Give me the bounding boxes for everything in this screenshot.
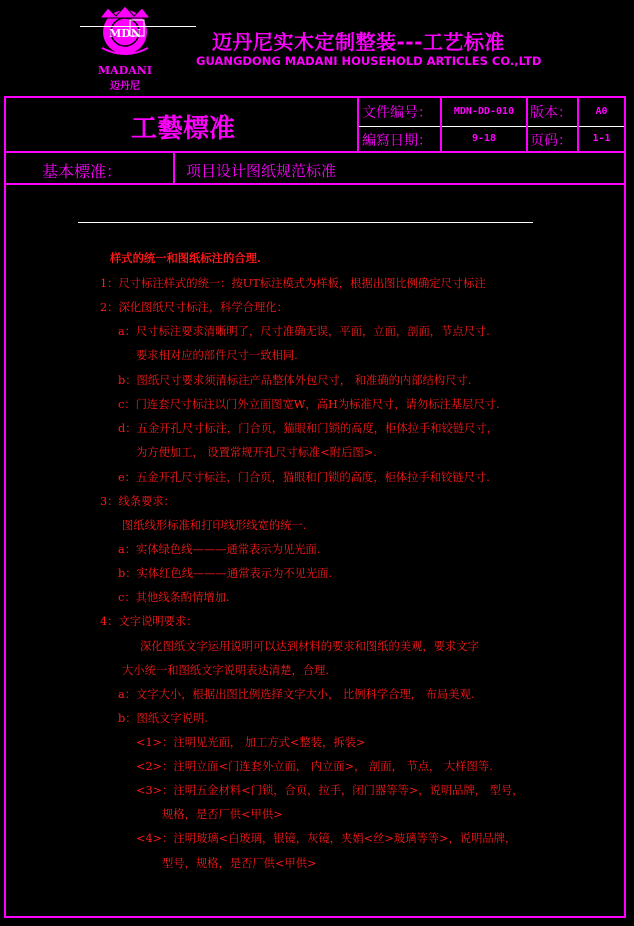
body-line: a：实体绿色线———通常表示为见光面. xyxy=(118,543,321,556)
company-name-cn: 迈丹尼实木定制整装---工艺标准 xyxy=(212,30,505,54)
divider-standard xyxy=(173,152,175,184)
brand-name-cn: 迈丹尼 xyxy=(110,81,140,92)
date-value: 9-18 xyxy=(471,133,497,144)
body-line: b：图纸文字说明. xyxy=(118,712,208,725)
page-label: 页码： xyxy=(530,133,572,149)
version-label: 版本： xyxy=(530,105,572,121)
body-line: 1：尺寸标注样式的统一：按UT标注模式为样板，根据出图比例确定尺寸标注 xyxy=(100,277,486,290)
body-line: 2：深化图纸尺寸标注，科学合理化： xyxy=(100,301,288,314)
file-no-label: 文件编号： xyxy=(362,105,432,121)
body-line: 3：线条要求： xyxy=(100,495,175,508)
file-no-value: MDN-DD-010 xyxy=(453,106,515,117)
body-line: <3>：注明五金材料<门锁，合页，拉手，闭门器等等>，说明品牌， 型号， xyxy=(136,784,524,797)
body-line: 为方便加工， 设置常规开孔尺寸标准<附后图>. xyxy=(136,446,377,459)
logo-mark: MDN xyxy=(109,27,141,40)
divider-header xyxy=(6,183,624,185)
body-line: 图纸线形标准和打印线形线宽的统一. xyxy=(122,519,307,532)
divider-info xyxy=(6,151,624,153)
body-line: 大小统一和图纸文字说明表达清楚，合理. xyxy=(122,664,329,677)
brand-name-en: MADANI xyxy=(98,64,152,77)
body-line: 规格，是否厂供<甲供> xyxy=(162,808,283,821)
body-line: c：门连套尺寸标注以门外立面图宽W，高H为标准尺寸，请勿标注基层尺寸. xyxy=(118,398,500,411)
body-line: 样式的统一和图纸标注的合理. xyxy=(110,251,261,265)
body-line: 深化图纸文字运用说明可以达到材料的要求和图纸的美观，要求文字 xyxy=(140,640,479,653)
body-line: <1>：注明见光面， 加工方式<整装，拆装> xyxy=(136,736,366,749)
body-line: c：其他线条酌情增加. xyxy=(118,591,230,604)
body-line: 4：文字说明要求： xyxy=(100,615,198,628)
body-line: a：文字大小，根据出图比例选择文字大小， 比例科学合理， 布局美观. xyxy=(118,688,475,701)
body-line: b：图纸尺寸要求须清标注产品整体外包尺寸， 和准确的内部结构尺寸. xyxy=(118,374,472,387)
logo-underline xyxy=(80,26,196,27)
divider-info-row xyxy=(358,126,624,127)
document-title: 工藝標准 xyxy=(130,114,235,144)
company-name-en: GUANGDONG MADANI HOUSEHOLD ARTICLES CO.,LTD xyxy=(196,54,542,68)
body-line: b：实体红色线———通常表示为不见光面. xyxy=(118,567,333,580)
body-rule xyxy=(78,222,533,223)
body-line: <4>：注明玻璃<白玻璃，银镜，灰镜，夹娟<丝>玻璃等等>，说明品牌， xyxy=(136,832,517,845)
page-value: 1-1 xyxy=(592,133,611,144)
date-label: 編寫日期： xyxy=(362,133,432,149)
version-value: A0 xyxy=(595,106,608,117)
divider-col2 xyxy=(526,98,528,152)
body-line: e：五金开孔尺寸标注，门合页，猫眼和门锁的高度，柜体拉手和铰链尺寸. xyxy=(118,471,490,484)
body-line: <2>：注明立面<门连套外立面， 内立面>， 剖面， 节点， 大样图等. xyxy=(136,760,493,773)
body-line: 型号，规格，是否厂供<甲供> xyxy=(162,857,317,870)
body-line: 要求相对应的部件尺寸一致相同. xyxy=(136,349,298,362)
body-line: a：尺寸标注要求清晰明了，尺寸准确无误，平面，立面，剖面，节点尺寸. xyxy=(118,325,490,338)
body-line: d：五金开孔尺寸标注，门合页，猫眼和门锁的高度，柜体拉手和铰链尺寸， xyxy=(118,422,499,435)
standard-label: 基本標准： xyxy=(42,162,123,181)
standard-name: 项目设计图纸规范标准 xyxy=(186,162,337,180)
